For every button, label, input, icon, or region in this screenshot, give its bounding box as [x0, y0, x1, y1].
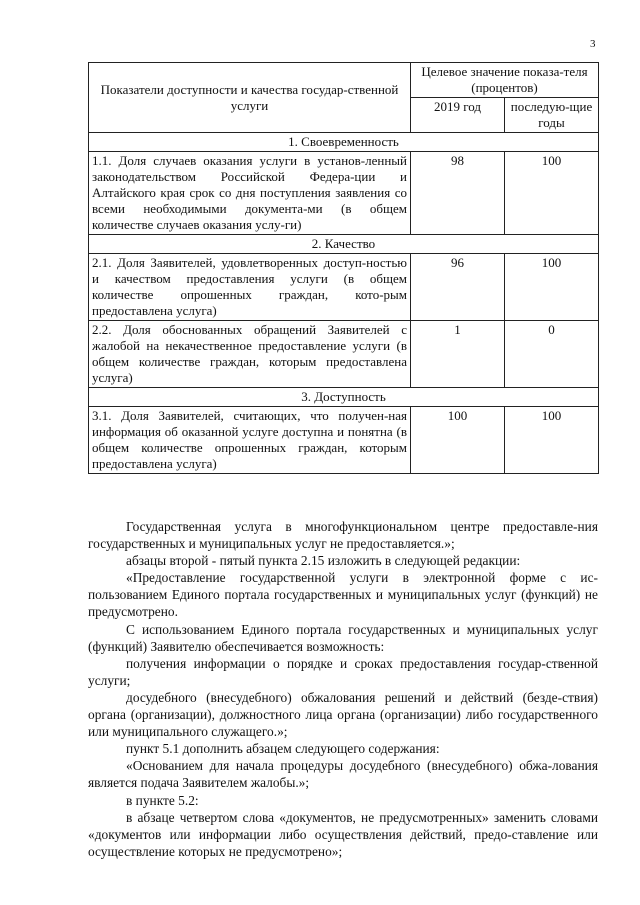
section-title: 2. Качество — [89, 235, 599, 254]
paragraph: пункт 5.1 дополнить абзацем следующего содержания: — [126, 741, 440, 757]
paragraph: «Основанием для начала процедуры досудебного (внесудебного) обжа-лования является подача Заявителем жалобы.»; — [88, 758, 598, 791]
indicators-table — [88, 62, 599, 474]
value-2019: 100 — [411, 407, 505, 474]
value-following-years: 100 — [505, 407, 599, 474]
value-following-years: 100 — [505, 152, 599, 235]
header-target-value: Целевое значение показа-теля (процентов) — [411, 63, 599, 98]
header-indicator: Показатели доступности и качества государ-ственной услуги — [89, 63, 411, 133]
indicator-label: 1.1. Доля случаев оказания услуги в установ-ленный законодательством Российской Федера-ции и Алтайского края срок со дня поступления заявления со всеми необходимыми документа-ми (в общем количестве случаев оказания услу-ги) — [89, 152, 411, 235]
paragraph: в пункте 5.2: — [126, 792, 199, 808]
value-2019: 96 — [411, 254, 505, 321]
table-row — [89, 321, 599, 388]
value-2019: 1 — [411, 321, 505, 388]
section-row — [89, 235, 599, 254]
section-title: 1. Своевременность — [89, 133, 599, 152]
paragraph: получения информации о порядке и сроках предоставления государ-ственной услуги; — [88, 655, 598, 688]
indicator-label: 2.2. Доля обоснованных обращений Заявителей с жалобой на некачественное предоставление услуги (в общем количестве граждан, которым предоставлена услуга) — [89, 321, 411, 388]
paragraph: Государственная услуга в многофункциональном центре предоставле-ния государственных и муниципальных услуг не предоставляется.»; — [88, 519, 598, 552]
paragraph: «Предоставление государственной услуги в электронной форме с ис-пользованием Единого портала государственных и муниципальных услуг (функций) не предусмотрено. — [88, 570, 598, 620]
header-following-years: последую-щие годы — [505, 98, 599, 133]
value-2019: 98 — [411, 152, 505, 235]
section-row — [89, 133, 599, 152]
section-title: 3. Доступность — [89, 388, 599, 407]
table-row — [89, 152, 599, 235]
table-row — [89, 254, 599, 321]
indicator-label: 2.1. Доля Заявителей, удовлетворенных доступ-ностью и качеством предоставления услуги (в общем количестве опрошенных граждан, кото-рым предоставлена услуга) — [89, 254, 411, 321]
paragraph: в абзаце четвертом слова «документов, не предусмотренных» заменить словами «документов или информации либо осуществления действий, предо-ставление или осуществление которых не предусмотрено»; — [88, 809, 598, 859]
page-number: 3 — [590, 38, 596, 50]
paragraph: абзацы второй - пятый пункта 2.15 изложить в следующей редакции: — [126, 553, 521, 569]
header-year-2019: 2019 год — [411, 98, 505, 133]
paragraph: С использованием Единого портала государственных и муниципальных услуг (функций) Заявителю обеспечивается возможность: — [88, 621, 598, 654]
document-body — [88, 518, 598, 860]
value-following-years: 100 — [505, 254, 599, 321]
paragraph: досудебного (внесудебного) обжалования решений и действий (безде-ствия) органа (организации), должностного лица органа (организации) либо государственного или муниципального служащего.»; — [88, 689, 598, 740]
section-row — [89, 388, 599, 407]
table-row — [89, 407, 599, 474]
table-header-row — [89, 63, 599, 98]
indicator-label: 3.1. Доля Заявителей, считающих, что получен-ная информация об оказанной услуге доступна и понятна (в общем количестве опрошенных граждан, которым предоставлена услуга) — [89, 407, 411, 474]
value-following-years: 0 — [505, 321, 599, 388]
